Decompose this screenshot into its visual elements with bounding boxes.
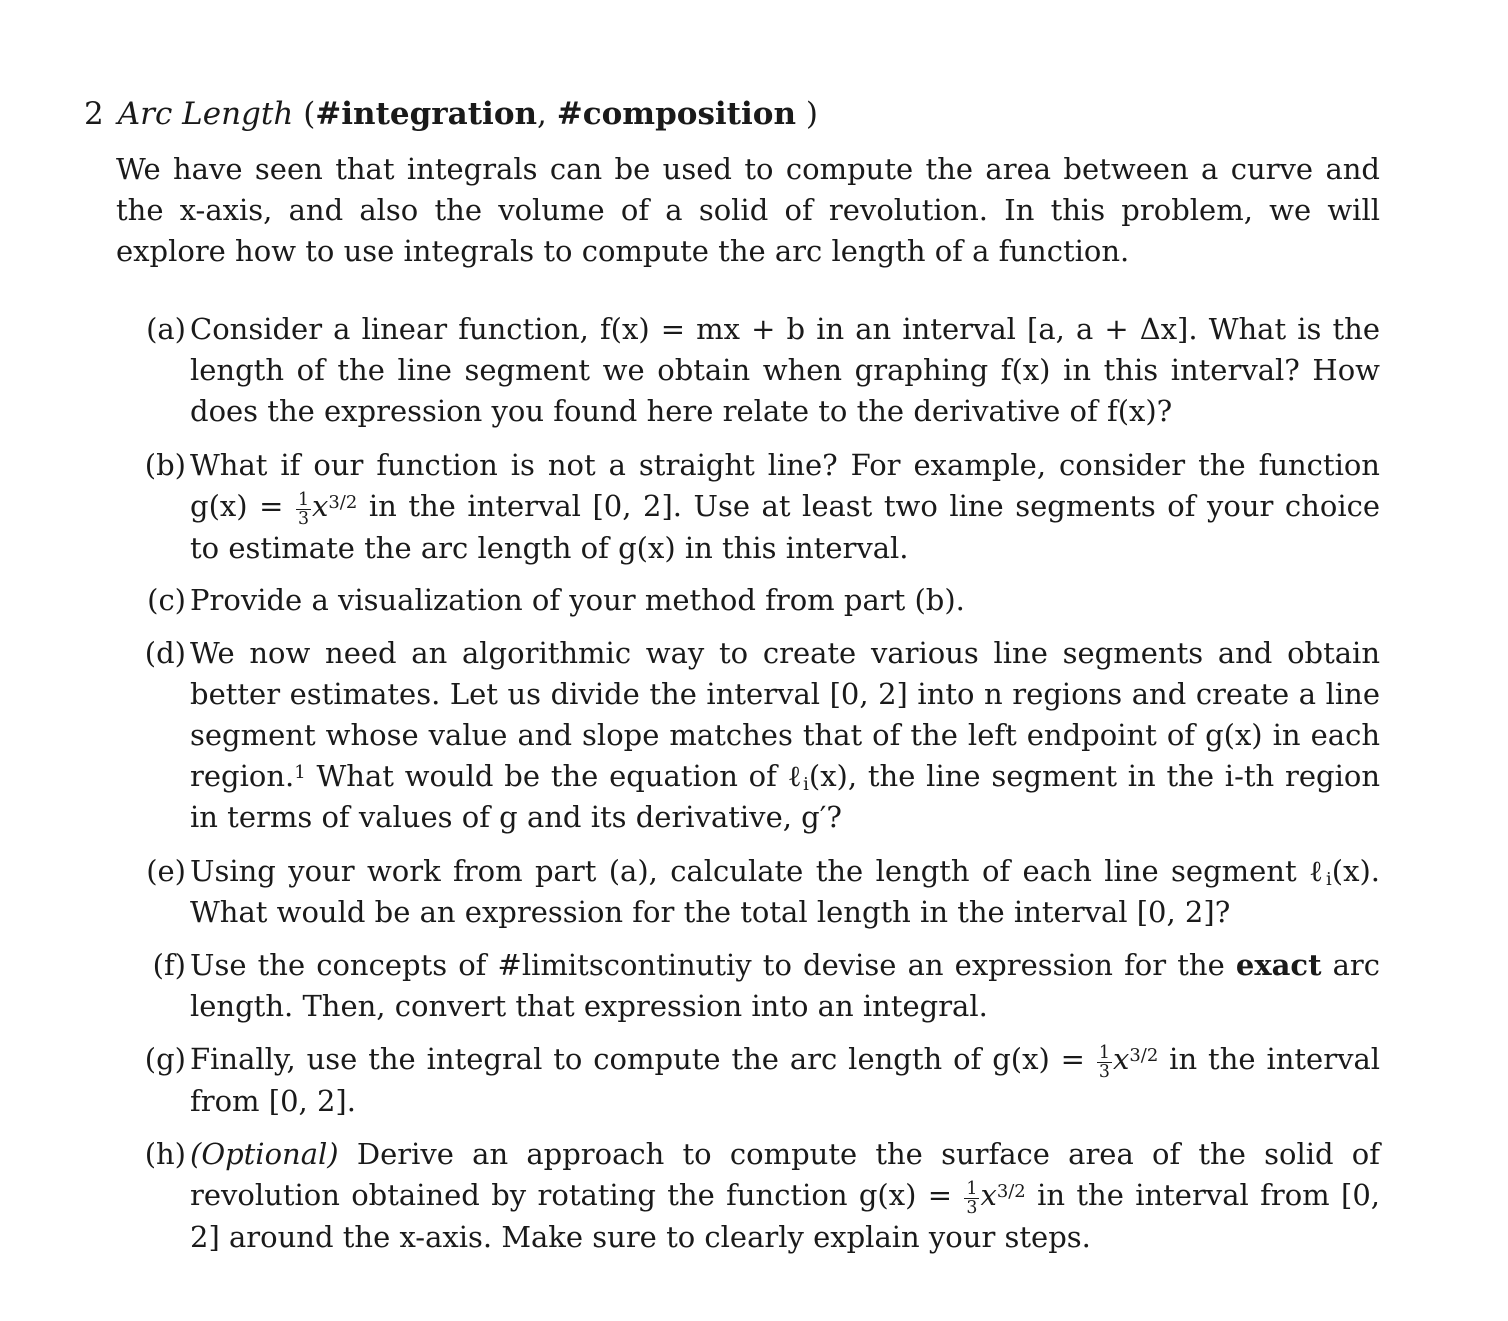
power-base: x <box>980 1178 997 1212</box>
part-g-body-2: in the interval from [0, 2]. <box>190 1042 1381 1119</box>
power-exponent: 3/2 <box>328 491 358 513</box>
part-a-body: Consider a linear function, f(x) = mx + b in an interval [a, a + Δx]. What is the length of the line segment we obtain when graphing f(x) in this interval? How does the expression you found here relate to the derivative of f(x)? <box>190 312 1380 428</box>
heading-open-paren: ( <box>303 96 316 132</box>
part-c-text <box>190 580 1380 621</box>
fraction-one-third <box>296 491 311 529</box>
problem-number: 2 <box>84 96 104 132</box>
part-g-body-1: Finally, use the integral to compute the arc length of g(x) = <box>190 1042 1085 1076</box>
part-a-label: (a) <box>146 312 186 346</box>
part-b-body-1: What if our function is not a straight line? For example, consider the function g(x) = <box>190 448 1380 523</box>
part-h-body-1: Derive an approach to compute the surface area of the solid of revolution obtained by rotating the function g(x) = <box>190 1137 1380 1212</box>
part-d-body-1: We now need an algorithmic way to create various line segments and obtain better estimates. Let us divide the interval [0, 2] into n regions and create a line segment whose value and slope matches that of the left endpoint of g(x) in each region. <box>190 636 1380 793</box>
footnote-marker: 1 <box>294 761 306 783</box>
fraction-numerator: 1 <box>1098 1042 1110 1063</box>
part-h-body-2: in the interval from [0, 2] around the x-axis. Make sure to clearly explain your steps. <box>190 1178 1380 1255</box>
part-e-body-1: Using your work from part (a), calculate the length of each line segment ℓ <box>190 854 1327 888</box>
subscript-i: i <box>1326 869 1332 891</box>
part-h-text <box>190 1134 1380 1258</box>
power-exponent: 3/2 <box>996 1180 1026 1202</box>
part-f-body-1: Use the concepts of #limitscontinutiy to devise an expression for the <box>190 948 1225 982</box>
part-e-body-2: (x). What would be an expression for the total length in the interval [0, 2]? <box>190 854 1380 929</box>
intro-paragraph: We have seen that integrals can be used to compute the area between a curve and the x-axis, and also the volume of a solid of revolution. In this problem, we will explore how to use integrals to compute the arc length of a function. <box>116 152 1380 268</box>
fraction-numerator: 1 <box>297 489 310 510</box>
part-g-text <box>190 1039 1380 1122</box>
problem-heading <box>84 94 818 134</box>
part-e-text <box>190 851 1380 933</box>
part-f-label: (f) <box>152 948 186 982</box>
part-c-body: Provide a visualization of your method from part (b). <box>190 583 965 617</box>
heading-separator: , <box>537 96 557 132</box>
subscript-i: i <box>803 774 809 796</box>
fraction-one-third <box>964 1180 979 1218</box>
part-d-text <box>190 633 1380 838</box>
power-base: x <box>1112 1042 1130 1076</box>
tag-composition: #composition <box>556 96 796 132</box>
part-g-label: (g) <box>144 1042 186 1076</box>
fraction-numerator: 1 <box>966 1178 978 1199</box>
heading-close-paren: ) <box>796 96 818 132</box>
problem-title: Arc Length <box>117 96 294 132</box>
part-b-label: (b) <box>144 448 186 482</box>
part-f-body-2: arc length. Then, convert that expression into an integral. <box>190 948 1380 1023</box>
part-h-label: (h) <box>144 1137 186 1171</box>
part-b-text <box>190 445 1380 569</box>
part-d-label: (d) <box>144 636 186 670</box>
fraction-denominator: 3 <box>297 508 310 529</box>
fraction-one-third <box>1097 1044 1112 1082</box>
part-f-text <box>190 945 1380 1027</box>
part-d-body-2: What would be the equation of ℓ <box>316 759 804 793</box>
part-a-text <box>190 309 1380 432</box>
power-base: x <box>312 489 329 523</box>
emphasis-exact: exact <box>1235 948 1322 982</box>
part-c-label: (c) <box>147 583 186 617</box>
fraction-denominator: 3 <box>966 1197 978 1218</box>
tag-integration: #integration <box>315 96 538 132</box>
part-e-label: (e) <box>146 854 186 888</box>
power-exponent: 3/2 <box>1129 1044 1159 1066</box>
fraction-denominator: 3 <box>1098 1061 1110 1082</box>
part-b-body-2: in the interval [0, 2]. Use at least two line segments of your choice to estimate the arc length of g(x) in this interval. <box>190 489 1380 566</box>
part-d-body-3: (x), the line segment in the i-th region in terms of values of g and its derivative, g′? <box>190 759 1381 834</box>
optional-marker: (Optional) <box>190 1137 339 1171</box>
